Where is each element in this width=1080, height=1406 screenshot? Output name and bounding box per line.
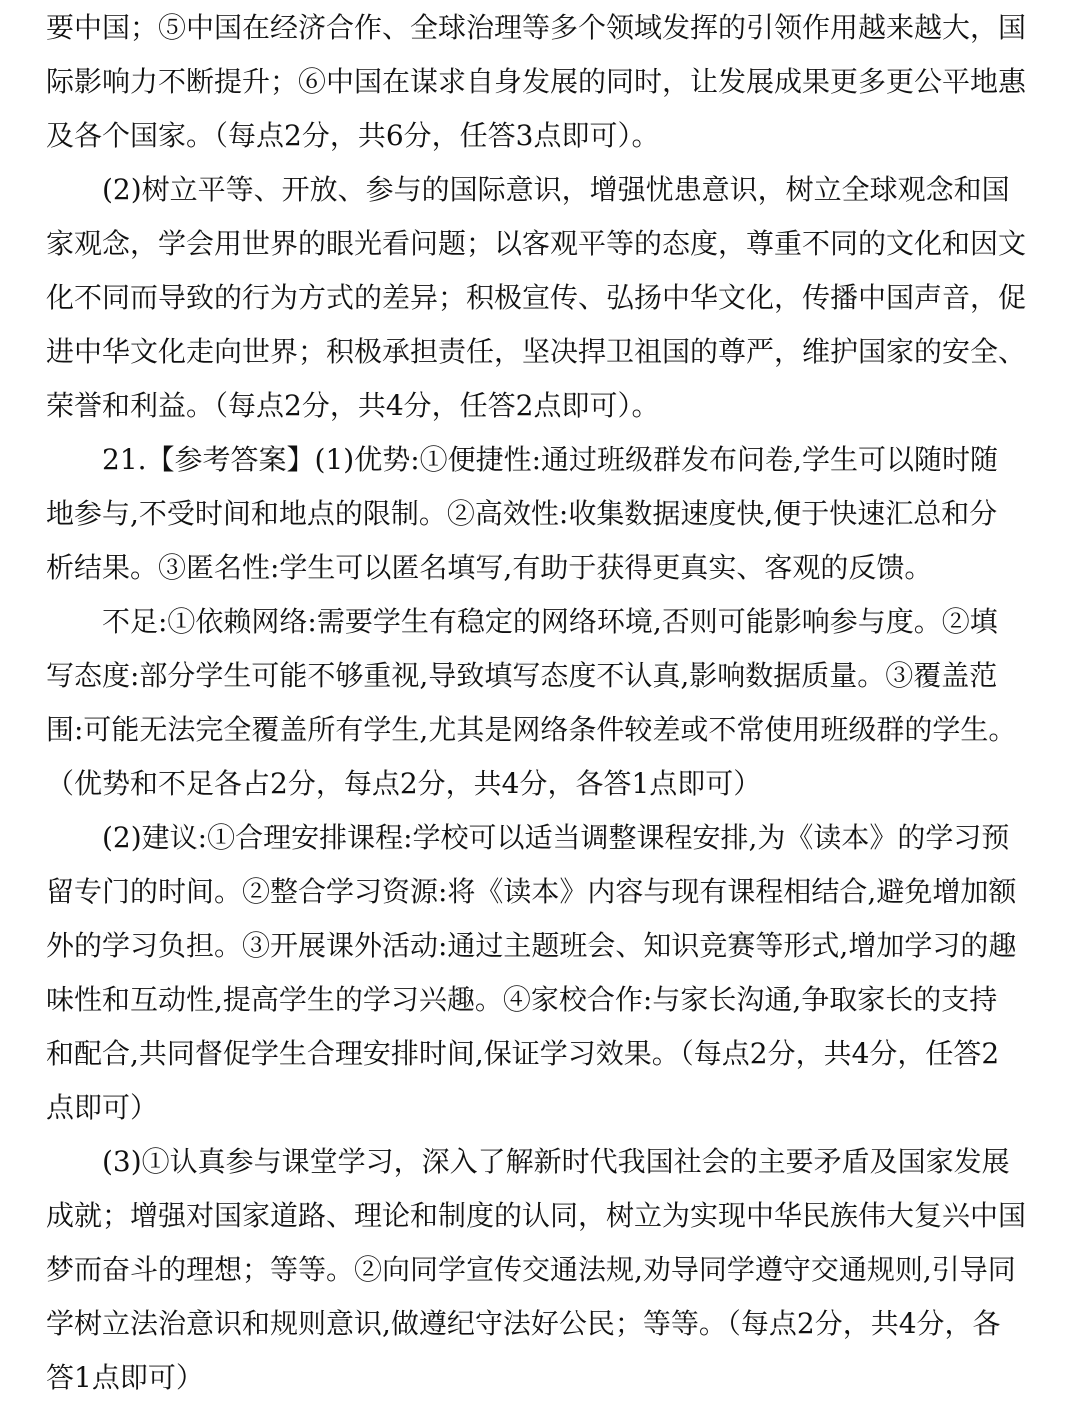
- text-line: 外的学习负担。③开展课外活动:通过主题班会、知识竞赛等形式,增加学习的趣: [46, 929, 1017, 962]
- text-line: 梦而奋斗的理想；等等。②向同学宣传交通法规,劝导同学遵守交通规则,引导同: [46, 1253, 1016, 1286]
- text-line: 成就；增强对国家道路、理论和制度的认同，树立为实现中华民族伟大复兴中国: [46, 1199, 1027, 1232]
- text-line: 际影响力不断提升；⑥中国在谋求自身发展的同时，让发展成果更多更公平地惠: [46, 65, 1027, 98]
- text-line: 及各个国家。（每点2分，共6分，任答3点即可）。: [46, 119, 660, 152]
- text-line: 地参与,不受时间和地点的限制。②高效性:收集数据速度快,便于快速汇总和分: [46, 497, 998, 530]
- paragraph-start-line: (3)①认真参与课堂学习，深入了解新时代我国社会的主要矛盾及国家发展: [102, 1145, 1010, 1178]
- text-line: （优势和不足各占2分，每点2分，共4分，各答1点即可）: [46, 767, 762, 800]
- text-line: 化不同而导致的行为方式的差异；积极宣传、弘扬中华文化，传播中国声音，促: [46, 281, 1027, 314]
- text-line: 答1点即可）: [46, 1361, 204, 1394]
- text-line: 荣誉和利益。（每点2分，共4分，任答2点即可）。: [46, 389, 660, 422]
- text-line: 析结果。③匿名性:学生可以匿名填写,有助于获得更真实、客观的反馈。: [46, 551, 933, 584]
- text-line: 和配合,共同督促学生合理安排时间,保证学习效果。（每点2分，共4分，任答2: [46, 1037, 1000, 1070]
- text-line: 写态度:部分学生可能不够重视,导致填写态度不认真,影响数据质量。③覆盖范: [46, 659, 998, 692]
- text-line: 点即可）: [46, 1091, 159, 1124]
- paragraph-start-line: (2)树立平等、开放、参与的国际意识，增强忧患意识，树立全球观念和国: [102, 173, 1010, 206]
- text-line: 进中华文化走向世界；积极承担责任，坚决捍卫祖国的尊严，维护国家的安全、: [46, 335, 1027, 368]
- text-line: 家观念，学会用世界的眼光看问题；以客观平等的态度，尊重不同的文化和因文: [46, 227, 1027, 260]
- paragraph-start-line: (2)建议:①合理安排课程:学校可以适当调整课程安排,为《读本》的学习预: [102, 821, 1010, 854]
- document-page: [46, 0, 1027, 1405]
- text-line: 留专门的时间。②整合学习资源:将《读本》内容与现有课程相结合,避免增加额: [46, 875, 1017, 908]
- text-line: 学树立法治意识和规则意识,做遵纪守法好公民；等等。（每点2分，共4分，各: [46, 1307, 1001, 1340]
- paragraph-start-line: 不足:①依赖网络:需要学生有稳定的网络环境,否则可能影响参与度。②填: [102, 605, 998, 638]
- text-line: 要中国；⑤中国在经济合作、全球治理等多个领域发挥的引领作用越来越大，国: [46, 11, 1027, 44]
- question-21-heading-line: 21.【参考答案】(1)优势:①便捷性:通过班级群发布问卷,学生可以随时随: [102, 443, 998, 476]
- text-line: 围:可能无法完全覆盖所有学生,尤其是网络条件较差或不常使用班级群的学生。: [46, 713, 1017, 746]
- text-line: 味性和互动性,提高学生的学习兴趣。④家校合作:与家长沟通,争取家长的支持: [46, 983, 998, 1016]
